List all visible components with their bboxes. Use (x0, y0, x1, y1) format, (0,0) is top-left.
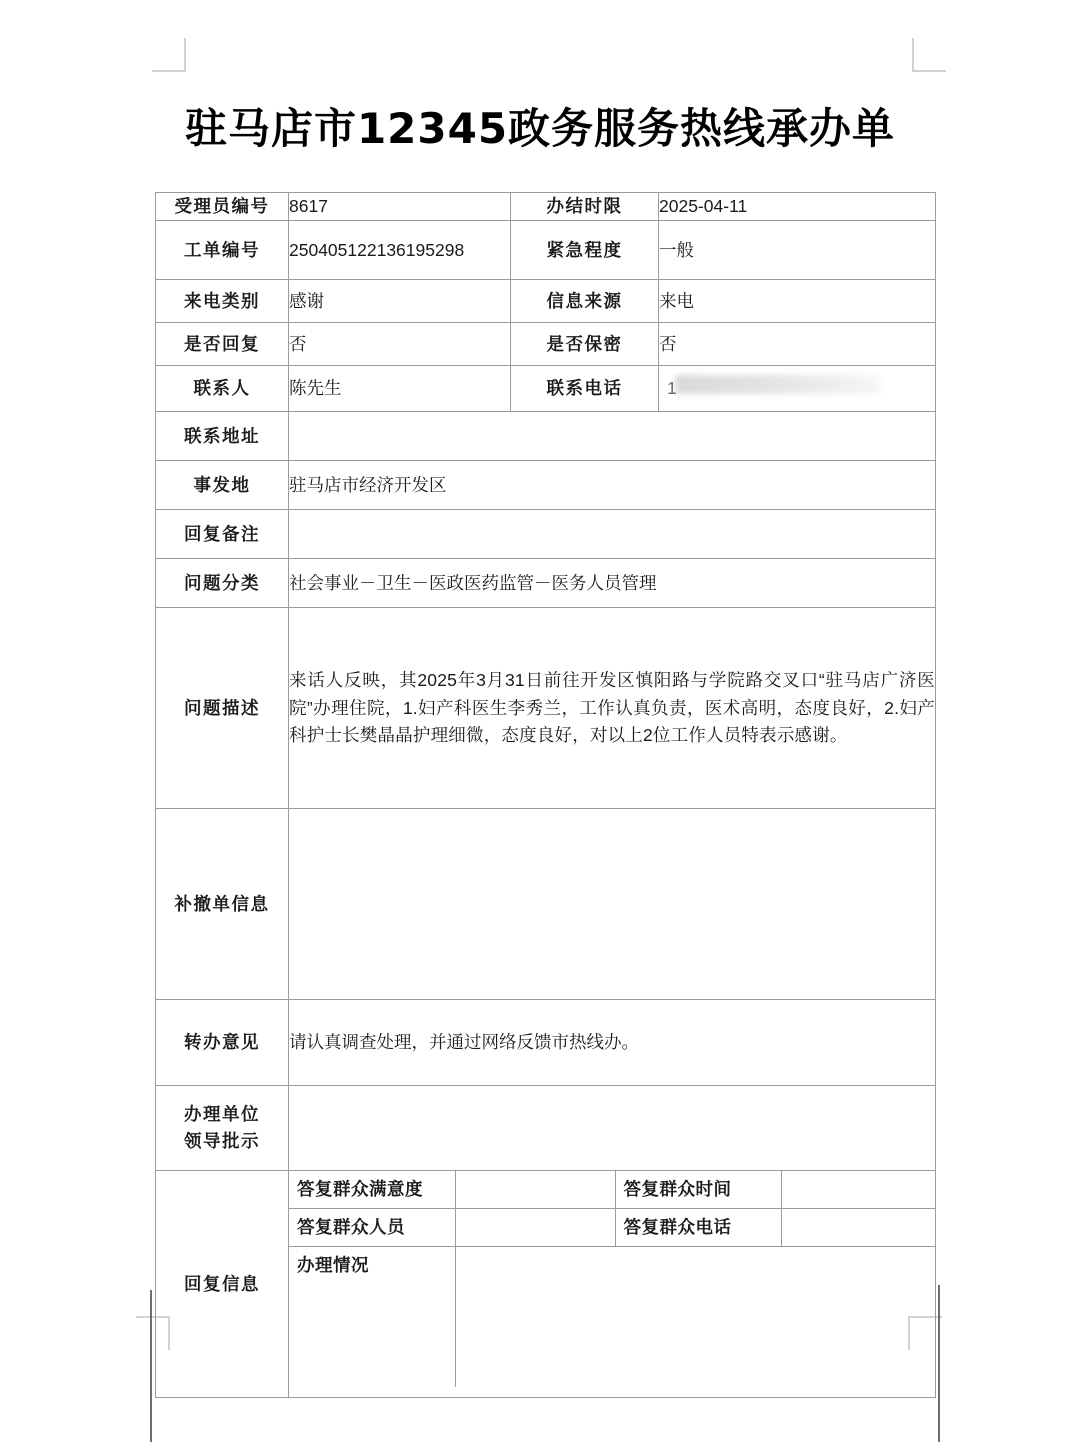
value-deadline: 2025-04-11 (659, 193, 936, 221)
value-supplement-info (289, 809, 936, 1000)
label-operator-id: 受理员编号 (156, 193, 289, 221)
label-contact-address: 联系地址 (156, 412, 289, 461)
label-leader-instruction (156, 1086, 289, 1171)
value-reply-remark (289, 510, 936, 559)
reply-info-cell (289, 1171, 936, 1398)
leader-instruction-label-line2: 领导批示 (184, 1131, 260, 1152)
table-row (156, 280, 936, 323)
label-info-source: 信息来源 (511, 280, 659, 323)
table-row (156, 193, 936, 221)
crop-mark-top-left-icon (152, 38, 186, 72)
scan-seam-right (938, 1285, 940, 1442)
leader-instruction-label-line1: 办理单位 (184, 1104, 260, 1124)
redaction-container (659, 369, 935, 408)
table-row (156, 1171, 936, 1398)
label-reply-satisfaction: 答复群众满意度 (289, 1171, 455, 1209)
value-transfer-opinion: 请认真调查处理，并通过网络反馈市热线办。 (289, 1000, 936, 1086)
table-row (156, 608, 936, 809)
table-row (156, 510, 936, 559)
scan-seam-left (150, 1290, 152, 1442)
table-row (156, 1000, 936, 1086)
label-contact-phone: 联系电话 (511, 366, 659, 412)
value-reply-time (781, 1171, 936, 1209)
value-incident-place: 驻马店市经济开发区 (289, 461, 936, 510)
value-need-reply: 否 (289, 323, 511, 366)
value-operator-id: 8617 (289, 193, 511, 221)
table-row (156, 461, 936, 510)
value-category: 社会事业－卫生－医政医药监管－医务人员管理 (289, 559, 936, 608)
value-call-type: 感谢 (289, 280, 511, 323)
value-urgency: 一般 (659, 221, 936, 280)
label-handling-status: 办理情况 (289, 1247, 455, 1388)
label-description: 问题描述 (156, 608, 289, 809)
label-transfer-opinion: 转办意见 (156, 1000, 289, 1086)
label-reply-remark: 回复备注 (156, 510, 289, 559)
label-order-number: 工单编号 (156, 221, 289, 280)
value-reply-person (455, 1209, 615, 1247)
value-reply-satisfaction (455, 1171, 615, 1209)
value-contact-person: 陈先生 (289, 366, 511, 412)
page-title: 驻马店市12345政务服务热线承办单 (184, 104, 896, 153)
redaction-smudge-icon (675, 375, 880, 394)
label-contact-person: 联系人 (156, 366, 289, 412)
label-reply-phone: 答复群众电话 (615, 1209, 781, 1247)
label-reply-time: 答复群众时间 (615, 1171, 781, 1209)
value-order-number: 250405122136195298 (289, 221, 511, 280)
table-row (156, 559, 936, 608)
table-row (289, 1171, 936, 1209)
label-call-type: 来电类别 (156, 280, 289, 323)
reply-info-table (289, 1171, 936, 1387)
value-leader-instruction (289, 1086, 936, 1171)
table-row (156, 221, 936, 280)
value-handling-status (455, 1247, 936, 1388)
value-reply-phone (781, 1209, 936, 1247)
table-row (156, 412, 936, 461)
label-category: 问题分类 (156, 559, 289, 608)
label-urgency: 紧急程度 (511, 221, 659, 280)
value-contact-phone-redacted (659, 366, 936, 412)
table-row (289, 1247, 936, 1388)
table-row (156, 809, 936, 1000)
table-row (156, 366, 936, 412)
value-description: 来话人反映，其2025年3月31日前往开发区慎阳路与学院路交叉口“驻马店广济医院”办理住院，1.妇产科医生李秀兰，工作认真负责，医术高明，态度良好，2.妇产科护士长樊晶晶护理细微，态度良好，对以上2位工作人员特表示感谢。 (289, 608, 936, 809)
value-info-source: 来电 (659, 280, 936, 323)
value-contact-address (289, 412, 936, 461)
label-deadline: 办结时限 (511, 193, 659, 221)
contact-phone-visible-prefix: 1 (667, 378, 677, 399)
crop-mark-top-right-icon (912, 38, 946, 72)
label-reply-person: 答复群众人员 (289, 1209, 455, 1247)
table-row (289, 1209, 936, 1247)
label-supplement-info: 补撤单信息 (156, 809, 289, 1000)
table-row (156, 1086, 936, 1171)
label-incident-place: 事发地 (156, 461, 289, 510)
label-need-reply: 是否回复 (156, 323, 289, 366)
work-order-form-table (155, 192, 936, 1398)
value-confidential: 否 (659, 323, 936, 366)
label-confidential: 是否保密 (511, 323, 659, 366)
table-row (156, 323, 936, 366)
label-reply-info: 回复信息 (156, 1171, 289, 1398)
